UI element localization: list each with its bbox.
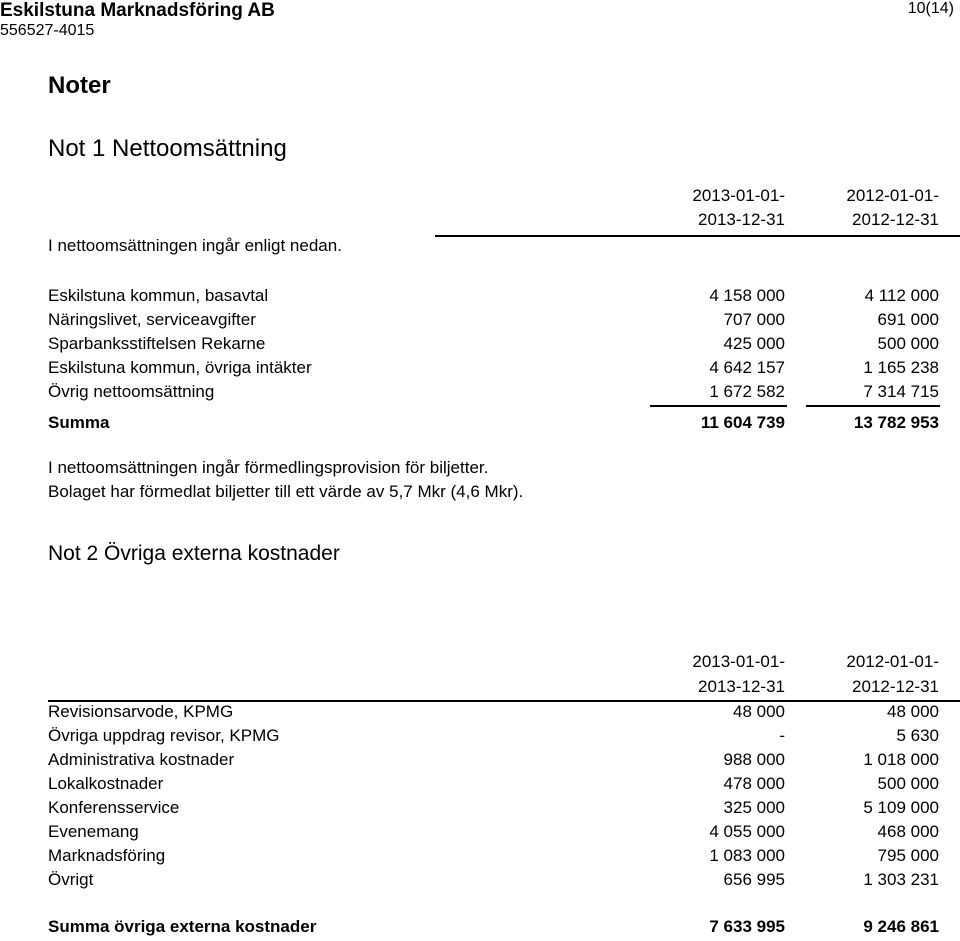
table-row-label: Konferensservice [48,798,180,817]
table-cell-2013: 478 000 [723,774,785,793]
table-row-label: Näringslivet, serviceavgifter [48,310,256,329]
note2-col-2013-start: 2013-01-01- [692,652,785,671]
table-cell-2013: 988 000 [723,750,785,769]
table-cell-2012: 468 000 [877,822,939,841]
note1-sum-rule-2013 [650,405,787,407]
table-cell-2012: 4 112 000 [864,286,939,305]
note2-title: Not 2 Övriga externa kostnader [48,542,340,565]
table-cell-2012: 5 109 000 [863,798,939,817]
table-cell-2013: 4 642 157 [709,358,785,377]
total-label: Summa övriga externa kostnader [48,917,317,936]
note1-sum-rule-2012 [806,405,940,407]
note1-col-2012-start: 2012-01-01- [846,186,939,205]
total-2013: 11 604 739 [700,413,785,432]
total-2013: 7 633 995 [709,917,785,936]
table-cell-2013: 425 000 [723,334,785,353]
table-cell-2013: 1 672 582 [709,382,785,401]
table-row-label: Eskilstuna kommun, basavtal [48,286,269,305]
page-title: Noter [48,72,111,99]
table-cell-2012: 500 000 [877,334,939,353]
table-cell-2012: 1 303 231 [863,870,939,889]
table-cell-2013: 707 000 [723,310,785,329]
note1-title: Not 1 Nettoomsättning [48,135,287,162]
table-cell-2012: 1 018 000 [863,750,939,769]
table-cell-2013: - [779,726,785,745]
note1-footnote-1: I nettoomsättningen ingår förmedlingsprovision för biljetter. [48,458,489,477]
table-cell-2013: 325 000 [723,798,785,817]
total-2012: 13 782 953 [853,413,939,432]
table-cell-2012: 691 000 [877,310,939,329]
table-row-label: Evenemang [48,822,139,841]
table-cell-2012: 5 630 [896,726,939,745]
note1-col-2013-start: 2013-01-01- [692,186,785,205]
table-cell-2012: 1 165 238 [863,358,939,377]
note1-intro: I nettoomsättningen ingår enligt nedan. [48,236,342,255]
table-row-label: Övrig nettoomsättning [48,382,215,401]
table-row-label: Revisionsarvode, KPMG [48,702,234,721]
page-number: 10(14) [907,0,954,17]
table-cell-2012: 48 000 [887,702,939,721]
table-cell-2013: 4 055 000 [709,822,785,841]
table-row-label: Marknadsföring [48,846,166,865]
table-row-label: Lokalkostnader [48,774,164,793]
table-cell-2012: 795 000 [877,846,939,865]
table-row-label: Övriga uppdrag revisor, KPMG [48,726,280,745]
table-cell-2013: 1 083 000 [709,846,785,865]
total-2012: 9 246 861 [863,917,939,936]
table-cell-2013: 656 995 [723,870,785,889]
note1-col-2013-end: 2013-12-31 [698,210,785,229]
note1-header-rule [435,235,960,237]
note2-col-2012-end: 2012-12-31 [852,677,939,696]
note1-footnote-2: Bolaget har förmedlat biljetter till ett värde av 5,7 Mkr (4,6 Mkr). [48,482,524,501]
table-cell-2013: 48 000 [733,702,785,721]
org-number: 556527-4015 [0,22,95,39]
table-row-label: Sparbanksstiftelsen Rekarne [48,334,266,353]
note2-col-2013-end: 2013-12-31 [698,677,785,696]
note2-col-2012-start: 2012-01-01- [846,652,939,671]
table-cell-2013: 4 158 000 [709,286,785,305]
table-cell-2012: 500 000 [877,774,939,793]
company-name: Eskilstuna Marknadsföring AB [0,0,275,21]
table-row-label: Eskilstuna kommun, övriga intäkter [48,358,312,377]
table-row-label: Administrativa kostnader [48,750,235,769]
note1-col-2012-end: 2012-12-31 [852,210,939,229]
total-label: Summa [48,413,110,432]
table-cell-2012: 7 314 715 [863,382,939,401]
table-row-label: Övrigt [48,870,94,889]
